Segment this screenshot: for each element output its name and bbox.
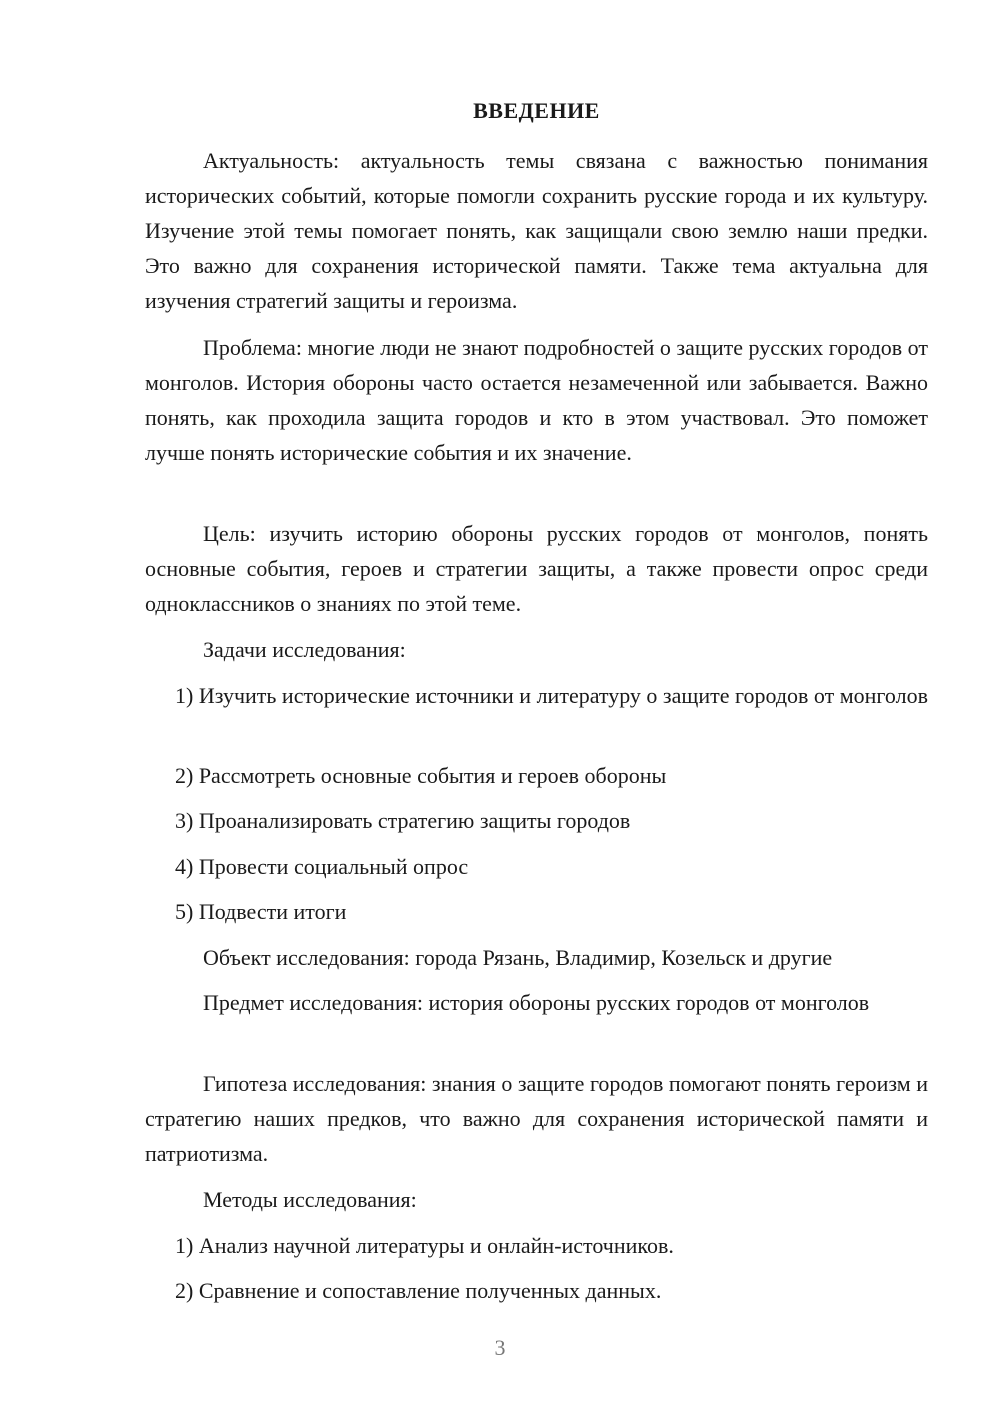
- relevance-paragraph: Актуальность: актуальность темы связана с важностью понимания исторических событий, которые помогли сохранить русские города и их культуру. Изучение этой темы помогает понять, как защищали свою землю наши предки. Это важно для сохранения исторической памяти. Также тема актуальна для изучения стратегий защиты и героизма.: [145, 148, 928, 313]
- task-item-5: 5) Подвести итоги: [175, 899, 347, 924]
- subject-paragraph: Предмет исследования: история обороны русских городов от монголов: [203, 990, 870, 1015]
- method-item-2: 2) Сравнение и сопоставление полученных данных.: [175, 1278, 662, 1303]
- task-item-2: 2) Рассмотреть основные события и героев обороны: [175, 763, 667, 788]
- goal-paragraph: Цель: изучить историю обороны русских городов от монголов, понять основные события, героев и стратегии защиты, а также провести опрос среди одноклассников о знаниях по этой теме.: [145, 521, 928, 616]
- task-item-3: 3) Проанализировать стратегию защиты городов: [175, 808, 631, 833]
- methods-heading: Методы исследования:: [203, 1187, 417, 1212]
- task-item-1: 1) Изучить исторические источники и литературу о защите городов от монголов: [175, 683, 928, 708]
- page-title: ВВЕДЕНИЕ: [473, 98, 600, 123]
- method-item-1: 1) Анализ научной литературы и онлайн-источников.: [175, 1233, 674, 1258]
- object-paragraph: Объект исследования: города Рязань, Владимир, Козельск и другие: [203, 945, 833, 970]
- task-item-4: 4) Провести социальный опрос: [175, 854, 469, 879]
- hypothesis-paragraph: Гипотеза исследования: знания о защите городов помогают понять героизм и стратегию наших предков, что важно для сохранения исторической памяти и патриотизма.: [145, 1071, 928, 1166]
- page-number: 3: [494, 1335, 506, 1360]
- problem-paragraph: Проблема: многие люди не знают подробностей о защите русских городов от монголов. История обороны часто остается незамеченной или забывается. Важно понять, как проходила защита городов и кто в этом участвовал. Это поможет лучше понять исторические события и их значение.: [145, 335, 928, 465]
- tasks-heading: Задачи исследования:: [203, 637, 406, 662]
